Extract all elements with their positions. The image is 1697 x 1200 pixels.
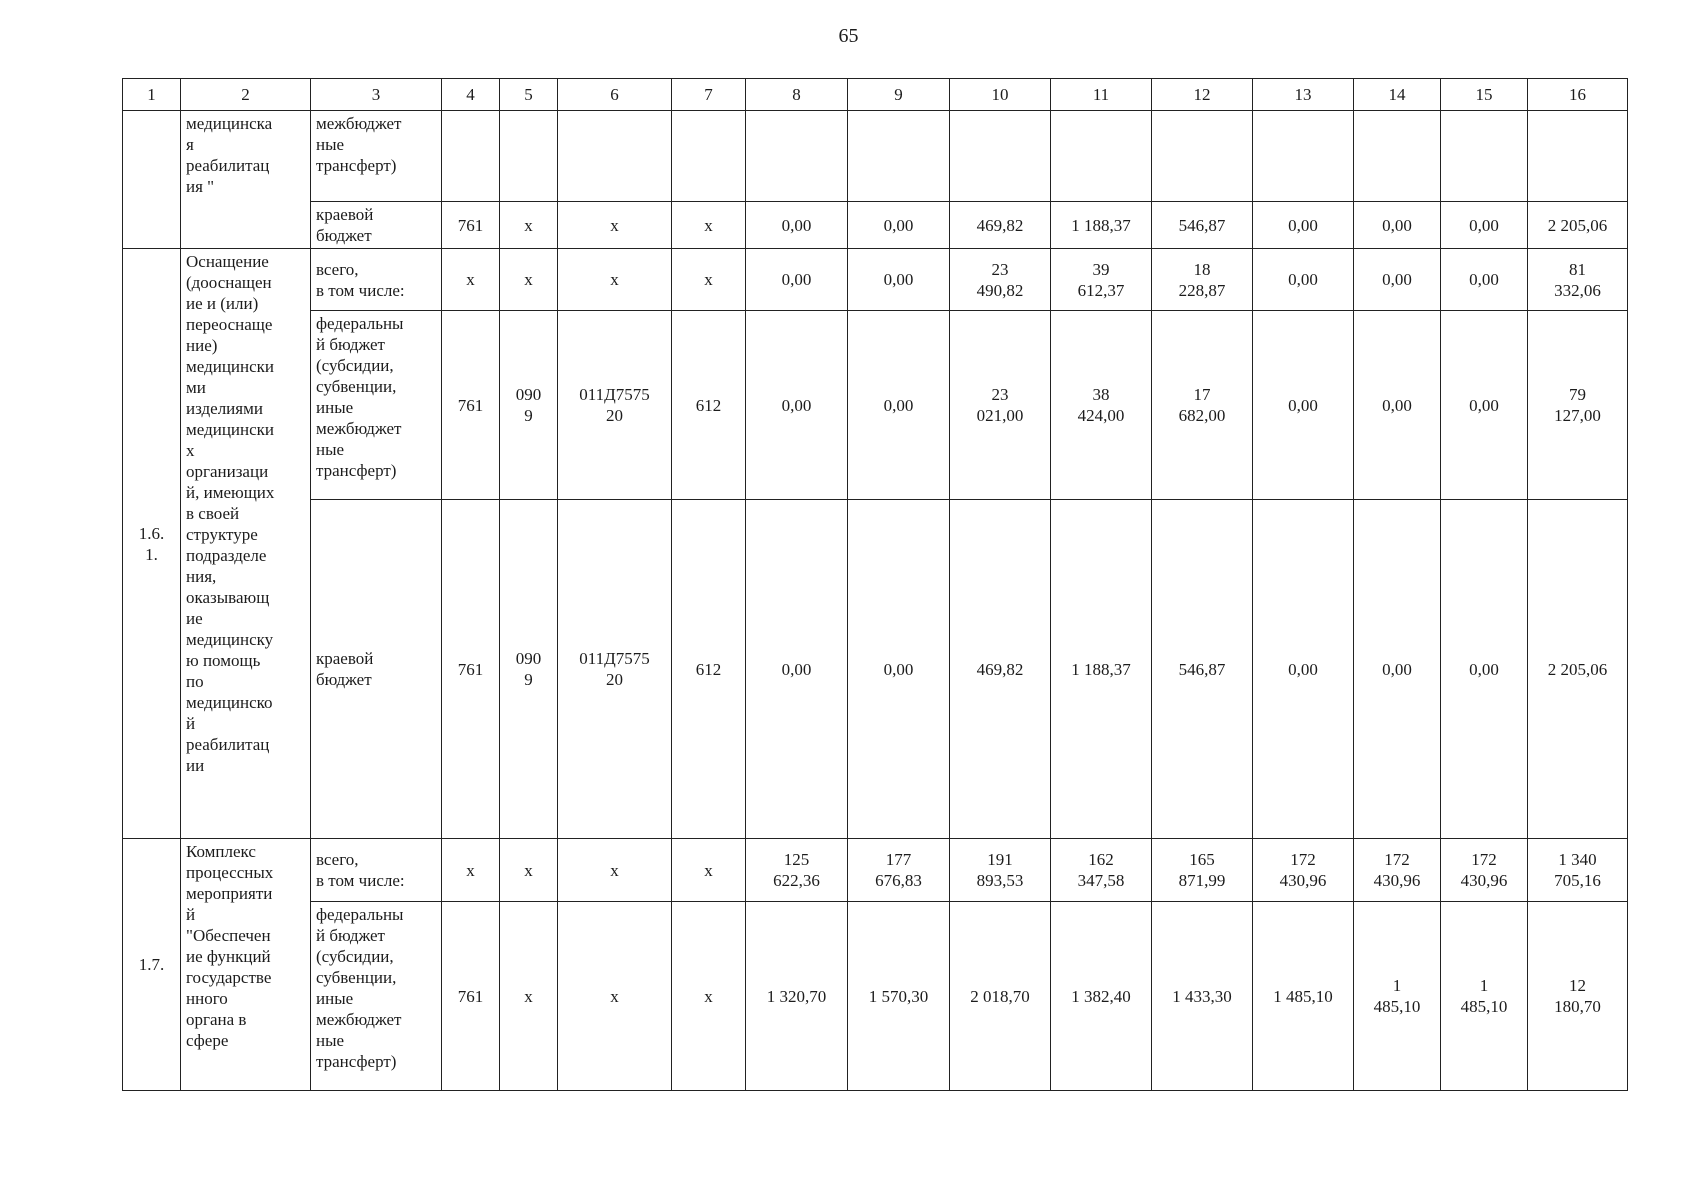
value-cell [558,111,672,202]
value-cell: х [558,839,672,902]
value-cell [848,111,950,202]
value-cell: 172 430,96 [1354,839,1441,902]
measure-name-cell: медицинска я реабилитац ия " [181,111,311,249]
funding-source-cell: всего, в том числе: [311,839,442,902]
value-cell: 1 570,30 [848,902,950,1091]
value-cell: 1 340 705,16 [1528,839,1628,902]
value-cell: 23 021,00 [950,311,1051,500]
funding-source-cell: межбюджет ные трансферт) [311,111,442,202]
value-cell: 469,82 [950,500,1051,839]
column-header: 6 [558,79,672,111]
value-cell: 177 676,83 [848,839,950,902]
value-cell: 761 [442,500,500,839]
value-cell: 0,00 [1354,500,1441,839]
column-header: 5 [500,79,558,111]
page-number: 65 [838,25,859,47]
value-cell: 0,00 [746,202,848,249]
value-cell [1354,111,1441,202]
value-cell: 469,82 [950,202,1051,249]
value-cell: 090 9 [500,500,558,839]
column-header: 3 [311,79,442,111]
value-cell [442,111,500,202]
value-cell: 612 [672,311,746,500]
value-cell [1441,111,1528,202]
value-cell: 546,87 [1152,202,1253,249]
value-cell: 172 430,96 [1441,839,1528,902]
value-cell: 162 347,58 [1051,839,1152,902]
value-cell: х [672,839,746,902]
value-cell: 0,00 [1354,202,1441,249]
value-cell [672,111,746,202]
column-header: 10 [950,79,1051,111]
value-cell: 38 424,00 [1051,311,1152,500]
value-cell: 761 [442,902,500,1091]
value-cell [1253,111,1354,202]
value-cell: 0,00 [746,311,848,500]
value-cell: 0,00 [848,249,950,311]
funding-source-cell: краевой бюджет [311,500,442,839]
value-cell [1152,111,1253,202]
value-cell: х [500,839,558,902]
value-cell: 0,00 [1253,500,1354,839]
value-cell: 18 228,87 [1152,249,1253,311]
value-cell: х [672,249,746,311]
value-cell: х [442,249,500,311]
funding-source-cell: федеральны й бюджет (субсидии, субвенции, иные межбюджет ные трансферт) [311,902,442,1091]
value-cell: 0,00 [848,202,950,249]
value-cell: 011Д7575 20 [558,311,672,500]
table-row [123,311,1628,500]
column-header: 7 [672,79,746,111]
value-cell: х [672,202,746,249]
value-cell: 191 893,53 [950,839,1051,902]
value-cell: 39 612,37 [1051,249,1152,311]
value-cell: 23 490,82 [950,249,1051,311]
column-header: 1 [123,79,181,111]
column-header: 12 [1152,79,1253,111]
funding-source-cell: краевой бюджет [311,202,442,249]
value-cell: 761 [442,202,500,249]
table-row [123,202,1628,249]
value-cell: 0,00 [1441,311,1528,500]
value-cell: 81 332,06 [1528,249,1628,311]
value-cell [1528,111,1628,202]
value-cell: 1 188,37 [1051,202,1152,249]
column-number-row [123,79,1628,111]
value-cell: х [442,839,500,902]
value-cell [746,111,848,202]
value-cell: 1 320,70 [746,902,848,1091]
budget-table [122,78,1628,1091]
value-cell: 0,00 [1253,311,1354,500]
value-cell: 125 622,36 [746,839,848,902]
value-cell: х [558,902,672,1091]
column-header: 2 [181,79,311,111]
value-cell: 1 382,40 [1051,902,1152,1091]
column-header: 13 [1253,79,1354,111]
value-cell: 1 485,10 [1441,902,1528,1091]
value-cell: 0,00 [1441,249,1528,311]
row-number-cell [123,111,181,249]
measure-name-cell: Оснащение (дооснащен ие и (или) переоснаще ние) медицински ми изделиями медицински х организаци й, имеющих в своей структуре подразделе ния, оказывающ ие медицинску ю помощь по медицинско й реабилитац ии [181,249,311,839]
row-number-cell: 1.7. [123,839,181,1091]
value-cell: 0,00 [1253,249,1354,311]
value-cell: х [558,249,672,311]
measure-name-cell: Комплекс процессных мероприяти й "Обеспечен ие функций государстве нного органа в сфере [181,839,311,1091]
value-cell: 1 485,10 [1253,902,1354,1091]
value-cell: 1 433,30 [1152,902,1253,1091]
table-row [123,249,1628,311]
value-cell: 0,00 [1253,202,1354,249]
value-cell: х [672,902,746,1091]
value-cell: 0,00 [1441,500,1528,839]
value-cell: 011Д7575 20 [558,500,672,839]
value-cell: 0,00 [1441,202,1528,249]
value-cell: х [500,902,558,1091]
value-cell [950,111,1051,202]
column-header: 4 [442,79,500,111]
value-cell [500,111,558,202]
column-header: 15 [1441,79,1528,111]
value-cell: х [500,249,558,311]
table-row [123,500,1628,839]
table-row [123,111,1628,202]
value-cell: х [558,202,672,249]
value-cell: 0,00 [1354,249,1441,311]
value-cell: 0,00 [848,311,950,500]
value-cell: 546,87 [1152,500,1253,839]
table-row [123,902,1628,1091]
value-cell [1051,111,1152,202]
value-cell: 0,00 [848,500,950,839]
column-header: 14 [1354,79,1441,111]
value-cell: 12 180,70 [1528,902,1628,1091]
value-cell: 172 430,96 [1253,839,1354,902]
value-cell: 165 871,99 [1152,839,1253,902]
column-header: 11 [1051,79,1152,111]
value-cell: 2 018,70 [950,902,1051,1091]
value-cell: 2 205,06 [1528,202,1628,249]
value-cell: 79 127,00 [1528,311,1628,500]
value-cell: 2 205,06 [1528,500,1628,839]
value-cell: 1 188,37 [1051,500,1152,839]
row-number-cell: 1.6. 1. [123,249,181,839]
column-header: 8 [746,79,848,111]
table-row [123,839,1628,902]
value-cell: х [500,202,558,249]
value-cell: 0,00 [746,500,848,839]
column-header: 9 [848,79,950,111]
funding-source-cell: федеральны й бюджет (субсидии, субвенции, иные межбюджет ные трансферт) [311,311,442,500]
funding-source-cell: всего, в том числе: [311,249,442,311]
value-cell: 17 682,00 [1152,311,1253,500]
column-header: 16 [1528,79,1628,111]
value-cell: 761 [442,311,500,500]
value-cell: 612 [672,500,746,839]
value-cell: 0,00 [746,249,848,311]
value-cell: 1 485,10 [1354,902,1441,1091]
value-cell: 0,00 [1354,311,1441,500]
value-cell: 090 9 [500,311,558,500]
